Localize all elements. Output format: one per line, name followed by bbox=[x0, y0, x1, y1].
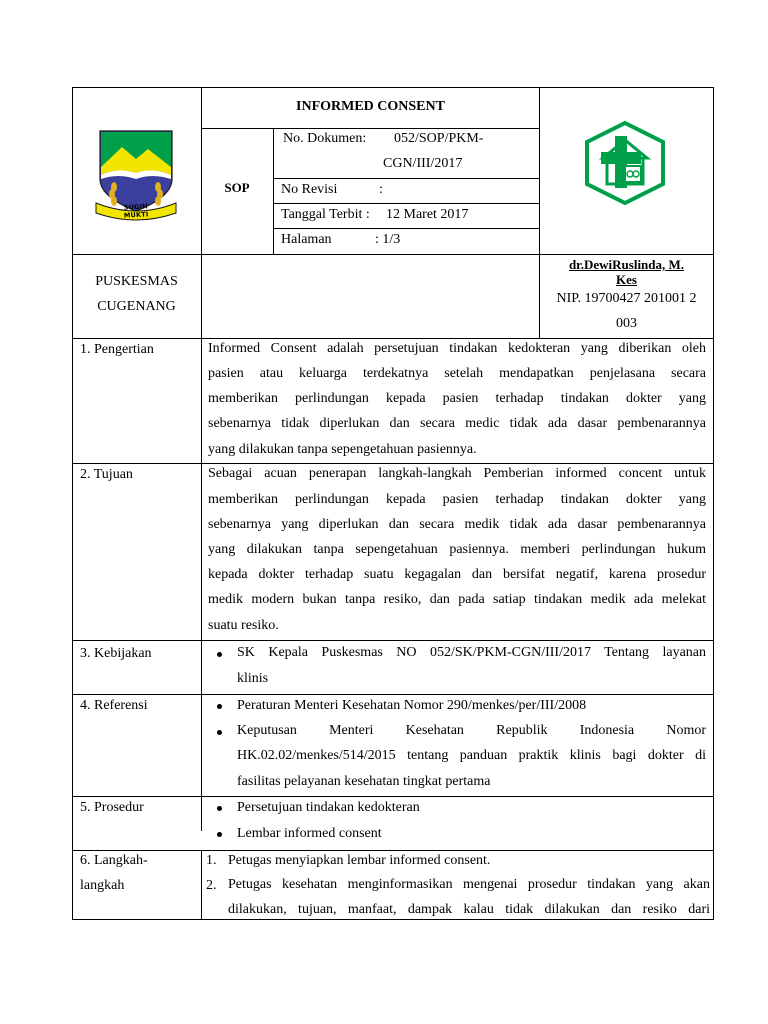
bullet bbox=[217, 652, 222, 657]
divider bbox=[273, 228, 540, 229]
text-line: klinis bbox=[237, 671, 269, 686]
section-label-pengertian: 1. Pengertian bbox=[80, 342, 154, 357]
tanggal-terbit-label: Tanggal Terbit : bbox=[281, 207, 370, 222]
bullet bbox=[217, 832, 222, 837]
step-number: 1. bbox=[206, 853, 217, 868]
divider bbox=[72, 338, 714, 339]
table-border-top bbox=[72, 87, 714, 88]
step-number: 2. bbox=[206, 878, 217, 893]
table-border-bottom bbox=[72, 919, 714, 920]
divider bbox=[72, 463, 714, 464]
text-line: suatu resiko. bbox=[208, 618, 279, 633]
emblem-motto: SUGIH MUKTI bbox=[123, 202, 149, 220]
divider bbox=[201, 128, 540, 129]
regional-emblem-logo bbox=[92, 127, 180, 223]
bullet bbox=[217, 730, 222, 735]
text-line: medik modern bukan tanpa resiko, dan pada satiap tindakan medik ada melekat bbox=[208, 592, 706, 607]
divider bbox=[273, 203, 540, 204]
section-label-referensi: 4. Referensi bbox=[80, 698, 148, 713]
text-line: memberikan perlindungan kepada pasien terhadap tindakan dokter yang bbox=[208, 492, 706, 507]
halaman-value: : 1/3 bbox=[375, 232, 401, 247]
no-dokumen-value: 052/SOP/PKM- bbox=[394, 131, 484, 146]
text-line: memberikan perlindungan kepada pasien terhadap tindakan dokter yang bbox=[208, 391, 706, 406]
prosedur-item: Persetujuan tindakan kedokteran bbox=[237, 800, 420, 815]
sop-label: SOP bbox=[224, 180, 250, 195]
org-name-line1: PUSKESMAS bbox=[95, 274, 178, 289]
referensi-item-1: Peraturan Menteri Kesehatan Nomor 290/menkes/per/III/2008 bbox=[237, 698, 587, 713]
signer-nip-cont: 003 bbox=[616, 316, 637, 331]
text-line: fasilitas pelayanan kesehatan tingkat pertama bbox=[237, 774, 491, 789]
divider bbox=[273, 128, 274, 254]
section-label-prosedur: 5. Prosedur bbox=[80, 800, 144, 815]
text-line: Keputusan Menteri Kesehatan Republik Indonesia Nomor bbox=[237, 723, 706, 738]
no-dokumen-value-cont: CGN/III/2017 bbox=[383, 156, 463, 171]
text-line: sebenarnya yang diperlukan dan secara medik tidak ada dasar pembenarannya bbox=[208, 517, 706, 532]
divider bbox=[72, 254, 714, 255]
puskesmas-logo bbox=[583, 120, 667, 206]
bullet bbox=[217, 806, 222, 811]
text-line: yang dilakukan tanpa sepengetahuan pasiennya. bbox=[208, 442, 477, 457]
divider bbox=[201, 87, 202, 831]
text-line: Informed Consent adalah persetujuan tindakan kedokteran yang diberikan oleh bbox=[208, 341, 706, 356]
step-text: Petugas menyiapkan lembar informed consent. bbox=[228, 853, 491, 868]
bullet bbox=[217, 704, 222, 709]
no-dokumen-label: No. Dokumen: bbox=[283, 131, 367, 146]
text-line: dilakukan, tujuan, manfaat, dampak kalau tidak dilakukan dan resiko dari bbox=[228, 902, 710, 917]
signer-name-cont: Kes bbox=[616, 272, 637, 287]
text-line: Sebagai acuan penerapan langkah-langkah Pemberian informed concent untuk bbox=[208, 466, 706, 481]
tanggal-terbit-value: 12 Maret 2017 bbox=[386, 207, 469, 222]
no-revisi-separator: : bbox=[379, 182, 383, 197]
section-label-tujuan: 2. Tujuan bbox=[80, 467, 133, 482]
signer-nip: NIP. 19700427 201001 2 bbox=[556, 291, 697, 306]
divider bbox=[72, 796, 714, 797]
text-line: SK Kepala Puskesmas NO 052/SK/PKM-CGN/III/2017 Tentang layanan bbox=[237, 645, 706, 660]
text-line: HK.02.02/menkes/514/2015 tentang panduan praktik klinis bagi dokter di bbox=[237, 748, 706, 763]
section-label-kebijakan: 3. Kebijakan bbox=[80, 646, 152, 661]
divider bbox=[201, 850, 202, 920]
text-line: sebenarnya tidak diperlukan dan secara medic tidak ada dasar pembenarannya bbox=[208, 416, 706, 431]
org-name-line2: CUGENANG bbox=[97, 299, 176, 314]
no-revisi-label: No Revisi bbox=[281, 182, 338, 197]
text-line: pasien atau keluarga terdekatnya setelah mendapatkan penjelasana secara bbox=[208, 366, 706, 381]
halaman-label: Halaman bbox=[281, 232, 332, 247]
document-title: INFORMED CONSENT bbox=[296, 99, 445, 114]
divider bbox=[72, 694, 714, 695]
signer-name: dr.DewiRuslinda, M. bbox=[568, 257, 685, 272]
divider bbox=[273, 178, 540, 179]
text-line: Petugas kesehatan menginformasikan mengenai prosedur tindakan yang akan bbox=[228, 877, 710, 892]
section-label-langkah: 6. Langkah- bbox=[80, 853, 148, 868]
divider bbox=[72, 640, 714, 641]
section-label-langkah-cont: langkah bbox=[80, 878, 125, 893]
text-line: kepada dokter terhadap suatu kegagalan dan bersifat negatif, karena prosedur bbox=[208, 567, 706, 582]
text-line: yang dilakukan tanpa sepengetahuan pasiennya. memberi perlindungan hukum bbox=[208, 542, 706, 557]
prosedur-item: Lembar informed consent bbox=[237, 826, 382, 841]
divider bbox=[72, 850, 714, 851]
